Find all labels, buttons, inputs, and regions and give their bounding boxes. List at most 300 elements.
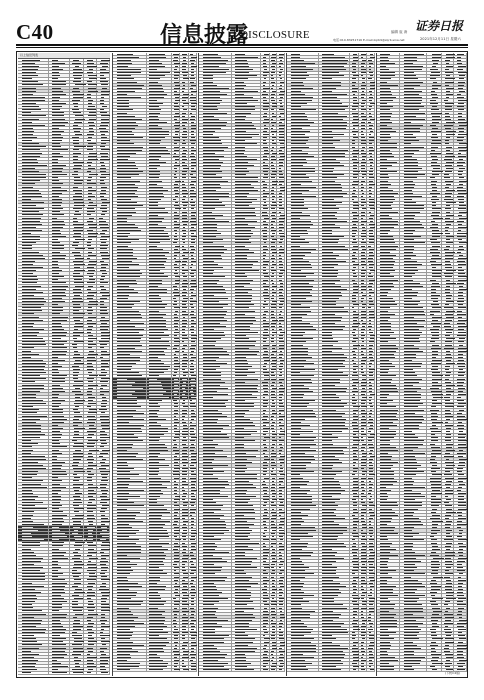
- cell-text-mark: [52, 422, 65, 423]
- table-cell: [70, 344, 85, 346]
- table-cell: [18, 149, 49, 151]
- table-cell: [18, 186, 49, 188]
- table-cell: [84, 133, 97, 135]
- table-cell: [49, 319, 69, 321]
- cell-text-mark: [75, 406, 79, 407]
- cell-text-mark: [22, 434, 45, 435]
- table-cell: [70, 393, 85, 395]
- cell-text-mark: [88, 122, 94, 123]
- table-cell: [84, 350, 97, 352]
- table-cell: [97, 402, 110, 404]
- table-cell: [18, 350, 49, 352]
- table-cell: [84, 68, 97, 70]
- table-cell: [49, 260, 69, 262]
- table-cell: [84, 483, 97, 485]
- cell-text-mark: [88, 190, 96, 191]
- table-cell: [97, 102, 110, 104]
- table-cell: [97, 433, 110, 435]
- cell-text-mark: [101, 122, 110, 123]
- table-cell: [97, 418, 110, 420]
- table-cell: [49, 74, 69, 76]
- cell-text-mark: [22, 375, 40, 376]
- cell-text-mark: [52, 84, 67, 85]
- cell-text-mark: [100, 248, 108, 249]
- cell-text-mark: [100, 109, 104, 110]
- cell-text-mark: [22, 208, 44, 209]
- cell-text-mark: [87, 242, 92, 243]
- table-cell: [49, 449, 69, 451]
- table-cell: [18, 421, 49, 423]
- table-cell: [84, 251, 97, 253]
- table-cell: [49, 84, 69, 86]
- table-cell: [18, 217, 49, 219]
- cell-text-mark: [75, 388, 80, 389]
- cell-text-mark: [22, 298, 45, 299]
- table-cell: [18, 62, 49, 64]
- cell-text-mark: [22, 332, 39, 333]
- cell-text-mark: [101, 338, 110, 339]
- cell-text-mark: [100, 301, 105, 302]
- table-cell: [97, 161, 110, 163]
- table-cell: [18, 464, 49, 466]
- table-cell: [70, 297, 85, 299]
- cell-text-mark: [73, 298, 82, 299]
- table-cell: [49, 458, 69, 460]
- table-cell: [49, 300, 69, 302]
- cell-text-mark: [72, 137, 79, 138]
- table-cell: [70, 124, 85, 126]
- table-cell: [84, 440, 97, 442]
- cell-text-mark: [22, 196, 43, 197]
- table-cell: [70, 486, 85, 488]
- cell-text-mark: [73, 72, 83, 73]
- table-cell: [18, 291, 49, 293]
- cell-text-mark: [73, 304, 81, 305]
- table-cell: [70, 436, 85, 438]
- table-cell: [70, 313, 85, 315]
- table-cell: [18, 263, 49, 265]
- table-cell: [49, 235, 69, 237]
- table-cell: [70, 424, 85, 426]
- table-cell: [84, 242, 97, 244]
- table-cell: [18, 371, 49, 373]
- cell-text-mark: [22, 218, 42, 219]
- cell-text-mark: [73, 218, 77, 219]
- table-cell: [70, 105, 85, 107]
- table-cell: [97, 316, 110, 318]
- cell-text-mark: [72, 391, 81, 392]
- cell-text-mark: [22, 487, 47, 488]
- cell-text-mark: [22, 338, 43, 339]
- cell-text-mark: [52, 88, 61, 89]
- table-cell: [70, 115, 85, 117]
- table-cell: [70, 183, 85, 185]
- cell-text-mark: [52, 440, 60, 441]
- cell-text-mark: [52, 69, 64, 70]
- cell-text-mark: [88, 137, 92, 138]
- cell-text-mark: [101, 465, 109, 466]
- cell-text-mark: [101, 366, 108, 367]
- table-cell: [70, 189, 85, 191]
- table-cell: [18, 316, 49, 318]
- table-cell: [18, 399, 49, 401]
- table-cell: [84, 59, 97, 61]
- cell-text-mark: [75, 360, 82, 361]
- table-cell: [49, 164, 69, 166]
- cell-text-mark: [100, 153, 107, 154]
- table-cell: [97, 109, 110, 111]
- cell-text-mark: [52, 183, 63, 184]
- cell-text-mark: [75, 397, 80, 398]
- table-cell: [70, 406, 85, 408]
- cell-text-mark: [22, 264, 33, 265]
- table-cell: [49, 381, 69, 383]
- table-cell: [84, 455, 97, 457]
- table-cell: [70, 399, 85, 401]
- cell-text-mark: [22, 354, 40, 355]
- table-cell: [18, 498, 49, 500]
- table-cell: [18, 78, 49, 80]
- cell-text-mark: [101, 490, 108, 491]
- cell-text-mark: [74, 279, 82, 280]
- table-cell: [84, 307, 97, 309]
- table-cell: [49, 201, 69, 203]
- cell-text-mark: [22, 252, 40, 253]
- cell-text-mark: [87, 394, 92, 395]
- table-cell: [70, 170, 85, 172]
- cell-text-mark: [52, 403, 61, 404]
- table-cell: [18, 486, 49, 488]
- cell-text-mark: [101, 242, 106, 243]
- cell-text-mark: [100, 196, 104, 197]
- table-cell: [49, 498, 69, 500]
- cell-text-mark: [74, 177, 80, 178]
- cell-text-mark: [74, 351, 78, 352]
- cell-text-mark: [52, 193, 62, 194]
- table-cell: [18, 347, 49, 349]
- cell-text-mark: [52, 388, 63, 389]
- cell-text-mark: [74, 403, 83, 404]
- table-cell: [70, 269, 85, 271]
- table-cell: [84, 328, 97, 330]
- table-cell: [70, 112, 85, 114]
- table-cell: [18, 477, 49, 479]
- table-cell: [97, 238, 110, 240]
- table-cell: [97, 421, 110, 423]
- cell-text-mark: [100, 100, 104, 101]
- cell-text-mark: [99, 468, 105, 469]
- cell-text-mark: [22, 471, 38, 472]
- cell-text-mark: [100, 307, 107, 308]
- cell-text-mark: [89, 128, 93, 129]
- table-cell: [49, 155, 69, 157]
- table-cell: [49, 192, 69, 194]
- cell-text-mark: [52, 230, 61, 231]
- cell-text-mark: [22, 224, 43, 225]
- table-cell: [49, 344, 69, 346]
- cell-text-mark: [74, 428, 85, 429]
- cell-text-mark: [88, 354, 98, 355]
- table-cell: [49, 62, 69, 64]
- table-cell: [18, 406, 49, 408]
- cell-text-mark: [52, 91, 64, 92]
- cell-text-mark: [52, 261, 58, 262]
- cell-text-mark: [52, 326, 63, 327]
- table-cell: [84, 409, 97, 411]
- table-cell: [84, 344, 97, 346]
- cell-text-mark: [100, 252, 108, 253]
- table-cell: [84, 198, 97, 200]
- cell-text-mark: [73, 168, 81, 169]
- cell-text-mark: [75, 66, 79, 67]
- cell-text-mark: [52, 227, 63, 228]
- cell-text-mark: [52, 63, 66, 64]
- cell-text-mark: [100, 69, 106, 70]
- table-cell: [70, 143, 85, 145]
- table-cell: [70, 282, 85, 284]
- table-cell: [84, 470, 97, 472]
- table-cell: [70, 78, 85, 80]
- cell-text-mark: [52, 434, 62, 435]
- table-cell: [18, 90, 49, 92]
- table-cell: [70, 223, 85, 225]
- cell-text-mark: [73, 273, 80, 274]
- table-cell: [49, 217, 69, 219]
- table-cell: [97, 365, 110, 367]
- cell-text-mark: [22, 72, 37, 73]
- table-cell: [84, 322, 97, 324]
- table-cell: [84, 164, 97, 166]
- cell-text-mark: [22, 425, 42, 426]
- cell-text-mark: [22, 357, 31, 358]
- cell-text-mark: [74, 477, 81, 478]
- cell-text-mark: [74, 363, 84, 364]
- table-cell: [70, 109, 85, 111]
- cell-text-mark: [100, 304, 104, 305]
- table-cell: [97, 127, 110, 129]
- table-cell: [97, 130, 110, 132]
- cell-text-mark: [52, 75, 60, 76]
- table-cell: [18, 409, 49, 411]
- table-cell: [49, 474, 69, 476]
- table-cell: [49, 393, 69, 395]
- cell-text-mark: [74, 180, 83, 181]
- table-cell: [49, 418, 69, 420]
- table-cell: [84, 436, 97, 438]
- table-cell: [97, 93, 110, 95]
- cell-text-mark: [52, 344, 65, 345]
- cell-text-mark: [74, 431, 79, 432]
- cell-text-mark: [52, 375, 68, 376]
- table-cell: [49, 211, 69, 213]
- cell-text-mark: [73, 307, 81, 308]
- cell-text-mark: [22, 385, 44, 386]
- cell-text-mark: [22, 78, 32, 79]
- cell-text-mark: [52, 211, 60, 212]
- table-cell: [18, 365, 49, 367]
- table-cell: [84, 464, 97, 466]
- cell-text-mark: [75, 115, 83, 116]
- table-cell: [97, 87, 110, 89]
- table-cell: [49, 282, 69, 284]
- table-cell: [84, 319, 97, 321]
- table-cell: [18, 337, 49, 339]
- table-cell: [70, 483, 85, 485]
- cell-text-mark: [73, 347, 78, 348]
- cell-text-mark: [52, 471, 66, 472]
- table-cell: [70, 158, 85, 160]
- table-cell: [18, 313, 49, 315]
- table-cell: [49, 353, 69, 355]
- table-cell: [70, 195, 85, 197]
- cell-text-mark: [102, 258, 110, 259]
- table-cell: [18, 381, 49, 383]
- cell-text-mark: [87, 471, 91, 472]
- cell-text-mark: [73, 409, 78, 410]
- cell-text-mark: [87, 162, 92, 163]
- cell-text-mark: [88, 205, 97, 206]
- table-cell: [49, 452, 69, 454]
- cell-text-mark: [22, 480, 43, 481]
- table-cell: [70, 325, 85, 327]
- table-cell: [18, 99, 49, 101]
- table-cell: [18, 455, 49, 457]
- table-cell: [49, 390, 69, 392]
- cell-text-mark: [100, 357, 104, 358]
- cell-text-mark: [88, 199, 92, 200]
- cell-text-mark: [72, 465, 78, 466]
- cell-text-mark: [22, 128, 34, 129]
- table-cell: [97, 263, 110, 265]
- table-cell: [49, 177, 69, 179]
- cell-text-mark: [101, 174, 110, 175]
- table-cell: [49, 214, 69, 216]
- table-cell: [18, 458, 49, 460]
- cell-text-mark: [101, 372, 106, 373]
- table-cell: [97, 143, 110, 145]
- cell-text-mark: [99, 341, 109, 342]
- cell-text-mark: [75, 394, 83, 395]
- table-cell: [97, 396, 110, 398]
- cell-text-mark: [22, 484, 41, 485]
- cell-text-mark: [88, 490, 94, 491]
- table-cell: [97, 430, 110, 432]
- table-cell: [84, 173, 97, 175]
- table-cell: [18, 303, 49, 305]
- table-cell: [18, 59, 49, 61]
- cell-text-mark: [88, 456, 93, 457]
- table-cell: [84, 291, 97, 293]
- cell-text-mark: [52, 245, 65, 246]
- table-cell: [49, 294, 69, 296]
- table-cell: [18, 285, 49, 287]
- cell-text-mark: [88, 400, 93, 401]
- cell-text-mark: [88, 286, 93, 287]
- table-cell: [70, 198, 85, 200]
- cell-text-mark: [22, 255, 43, 256]
- table-cell: [18, 440, 49, 442]
- cell-text-mark: [22, 310, 42, 311]
- table-cell: [18, 443, 49, 445]
- table-cell: [18, 238, 49, 240]
- cell-text-mark: [73, 459, 81, 460]
- table-cell: [70, 446, 85, 448]
- table-cell: [84, 365, 97, 367]
- cell-text-mark: [52, 366, 63, 367]
- table-cell: [18, 198, 49, 200]
- cell-text-mark: [102, 428, 110, 429]
- table-cell: [18, 229, 49, 231]
- table-cell: [97, 446, 110, 448]
- table-cell: [84, 430, 97, 432]
- table-cell: [70, 118, 85, 120]
- table-cell: [49, 446, 69, 448]
- cell-text-mark: [52, 487, 66, 488]
- table-cell: [70, 186, 85, 188]
- table-cell: [49, 121, 69, 123]
- table-cell: [97, 214, 110, 216]
- cell-text-mark: [52, 177, 58, 178]
- table-cell: [84, 359, 97, 361]
- cell-text-mark: [52, 187, 61, 188]
- cell-text-mark: [101, 187, 107, 188]
- table-cell: [49, 96, 69, 98]
- table-cell: [18, 310, 49, 312]
- table-cell: [49, 467, 69, 469]
- table-cell: [49, 263, 69, 265]
- cell-text-mark: [87, 134, 94, 135]
- cell-text-mark: [22, 221, 40, 222]
- table-cell: [97, 474, 110, 476]
- cell-text-mark: [52, 304, 58, 305]
- table-cell: [97, 167, 110, 169]
- table-cell: [49, 347, 69, 349]
- table-cell: [49, 341, 69, 343]
- cell-text-mark: [87, 360, 95, 361]
- table-cell: [84, 217, 97, 219]
- table-cell: [97, 387, 110, 389]
- table-cell: [18, 133, 49, 135]
- cell-text-mark: [100, 446, 104, 447]
- table-cell: [84, 390, 97, 392]
- table-cell: [84, 62, 97, 64]
- table-cell: [97, 356, 110, 358]
- cell-text-mark: [87, 221, 94, 222]
- cell-text-mark: [87, 480, 92, 481]
- cell-text-mark: [22, 202, 44, 203]
- cell-text-mark: [22, 372, 47, 373]
- table-cell: [70, 464, 85, 466]
- table-cell: [49, 152, 69, 154]
- cell-text-mark: [52, 202, 62, 203]
- table-cell: [70, 226, 85, 228]
- cell-text-mark: [88, 372, 92, 373]
- cell-text-mark: [52, 205, 62, 206]
- cell-text-mark: [88, 335, 93, 336]
- table-cell: [18, 356, 49, 358]
- cell-text-mark: [52, 400, 65, 401]
- cell-text-mark: [101, 351, 107, 352]
- table-cell: [18, 495, 49, 497]
- table-cell: [49, 331, 69, 333]
- cell-text-mark: [52, 214, 64, 215]
- table-cell: [49, 143, 69, 145]
- cell-text-mark: [52, 292, 65, 293]
- cell-text-mark: [101, 354, 110, 355]
- table-cell: [84, 170, 97, 172]
- cell-text-mark: [52, 289, 67, 290]
- table-cell: [84, 158, 97, 160]
